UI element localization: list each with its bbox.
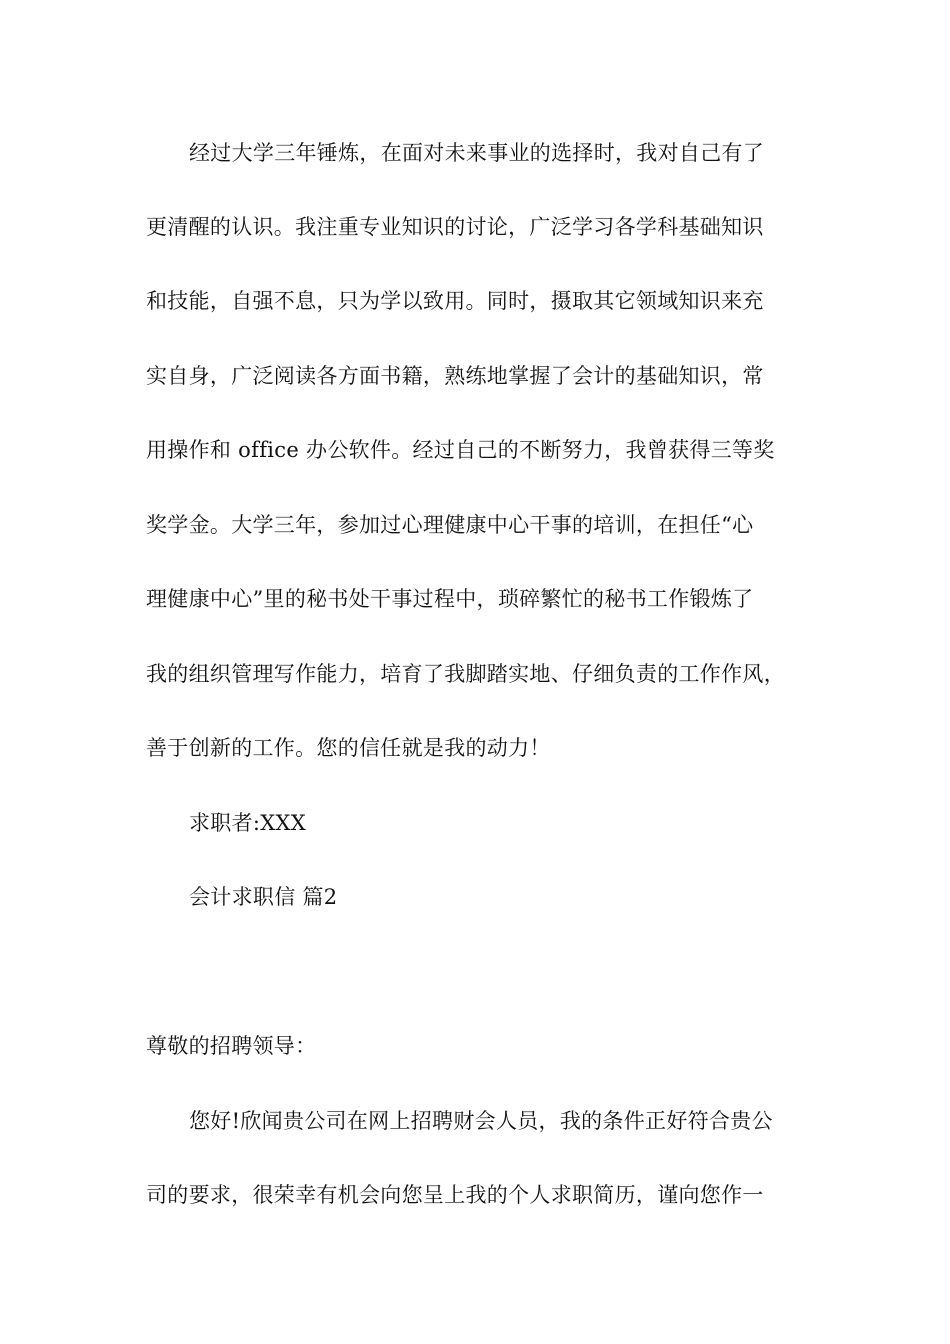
paragraph-line: 奖学金。大学三年，参加过心理健康中心干事的培训，在担任“心 <box>146 513 754 537</box>
paragraph-line: 司的要求，很荣幸有机会向您呈上我的个人求职简历，谨向您作一 <box>146 1183 764 1207</box>
paragraph-line: 和技能，自强不息，只为学以致用。同时，摄取其它领域知识来充 <box>146 289 764 313</box>
paragraph-line: 用操作和 office 办公软件。经过自己的不断努力，我曾获得三等奖 <box>146 438 775 462</box>
paragraph-line: 理健康中心”里的秘书处干事过程中，琐碎繁忙的秘书工作锻炼了 <box>146 587 754 611</box>
paragraph-line: 您好!欣闻贵公司在网上招聘财会人员，我的条件正好符合贵公 <box>189 1109 773 1133</box>
paragraph-line: 我的组织管理写作能力，培育了我脚踏实地、仔细负责的工作作风， <box>146 662 785 686</box>
paragraph-line: 善于创新的工作。您的信任就是我的动力！ <box>146 736 551 760</box>
paragraph-line: 更清醒的认识。我注重专业知识的讨论，广泛学习各学科基础知识 <box>146 215 764 239</box>
paragraph-line: 实自身，广泛阅读各方面书籍，熟练地掌握了会计的基础知识，常 <box>146 364 764 388</box>
salutation: 尊敬的招聘领导： <box>146 1034 317 1058</box>
section-title: 会计求职信 篇2 <box>189 885 338 909</box>
signature: 求职者:XXX <box>189 811 307 835</box>
paragraph-line: 经过大学三年锤炼，在面对未来事业的选择时，我对自己有了 <box>189 141 765 165</box>
